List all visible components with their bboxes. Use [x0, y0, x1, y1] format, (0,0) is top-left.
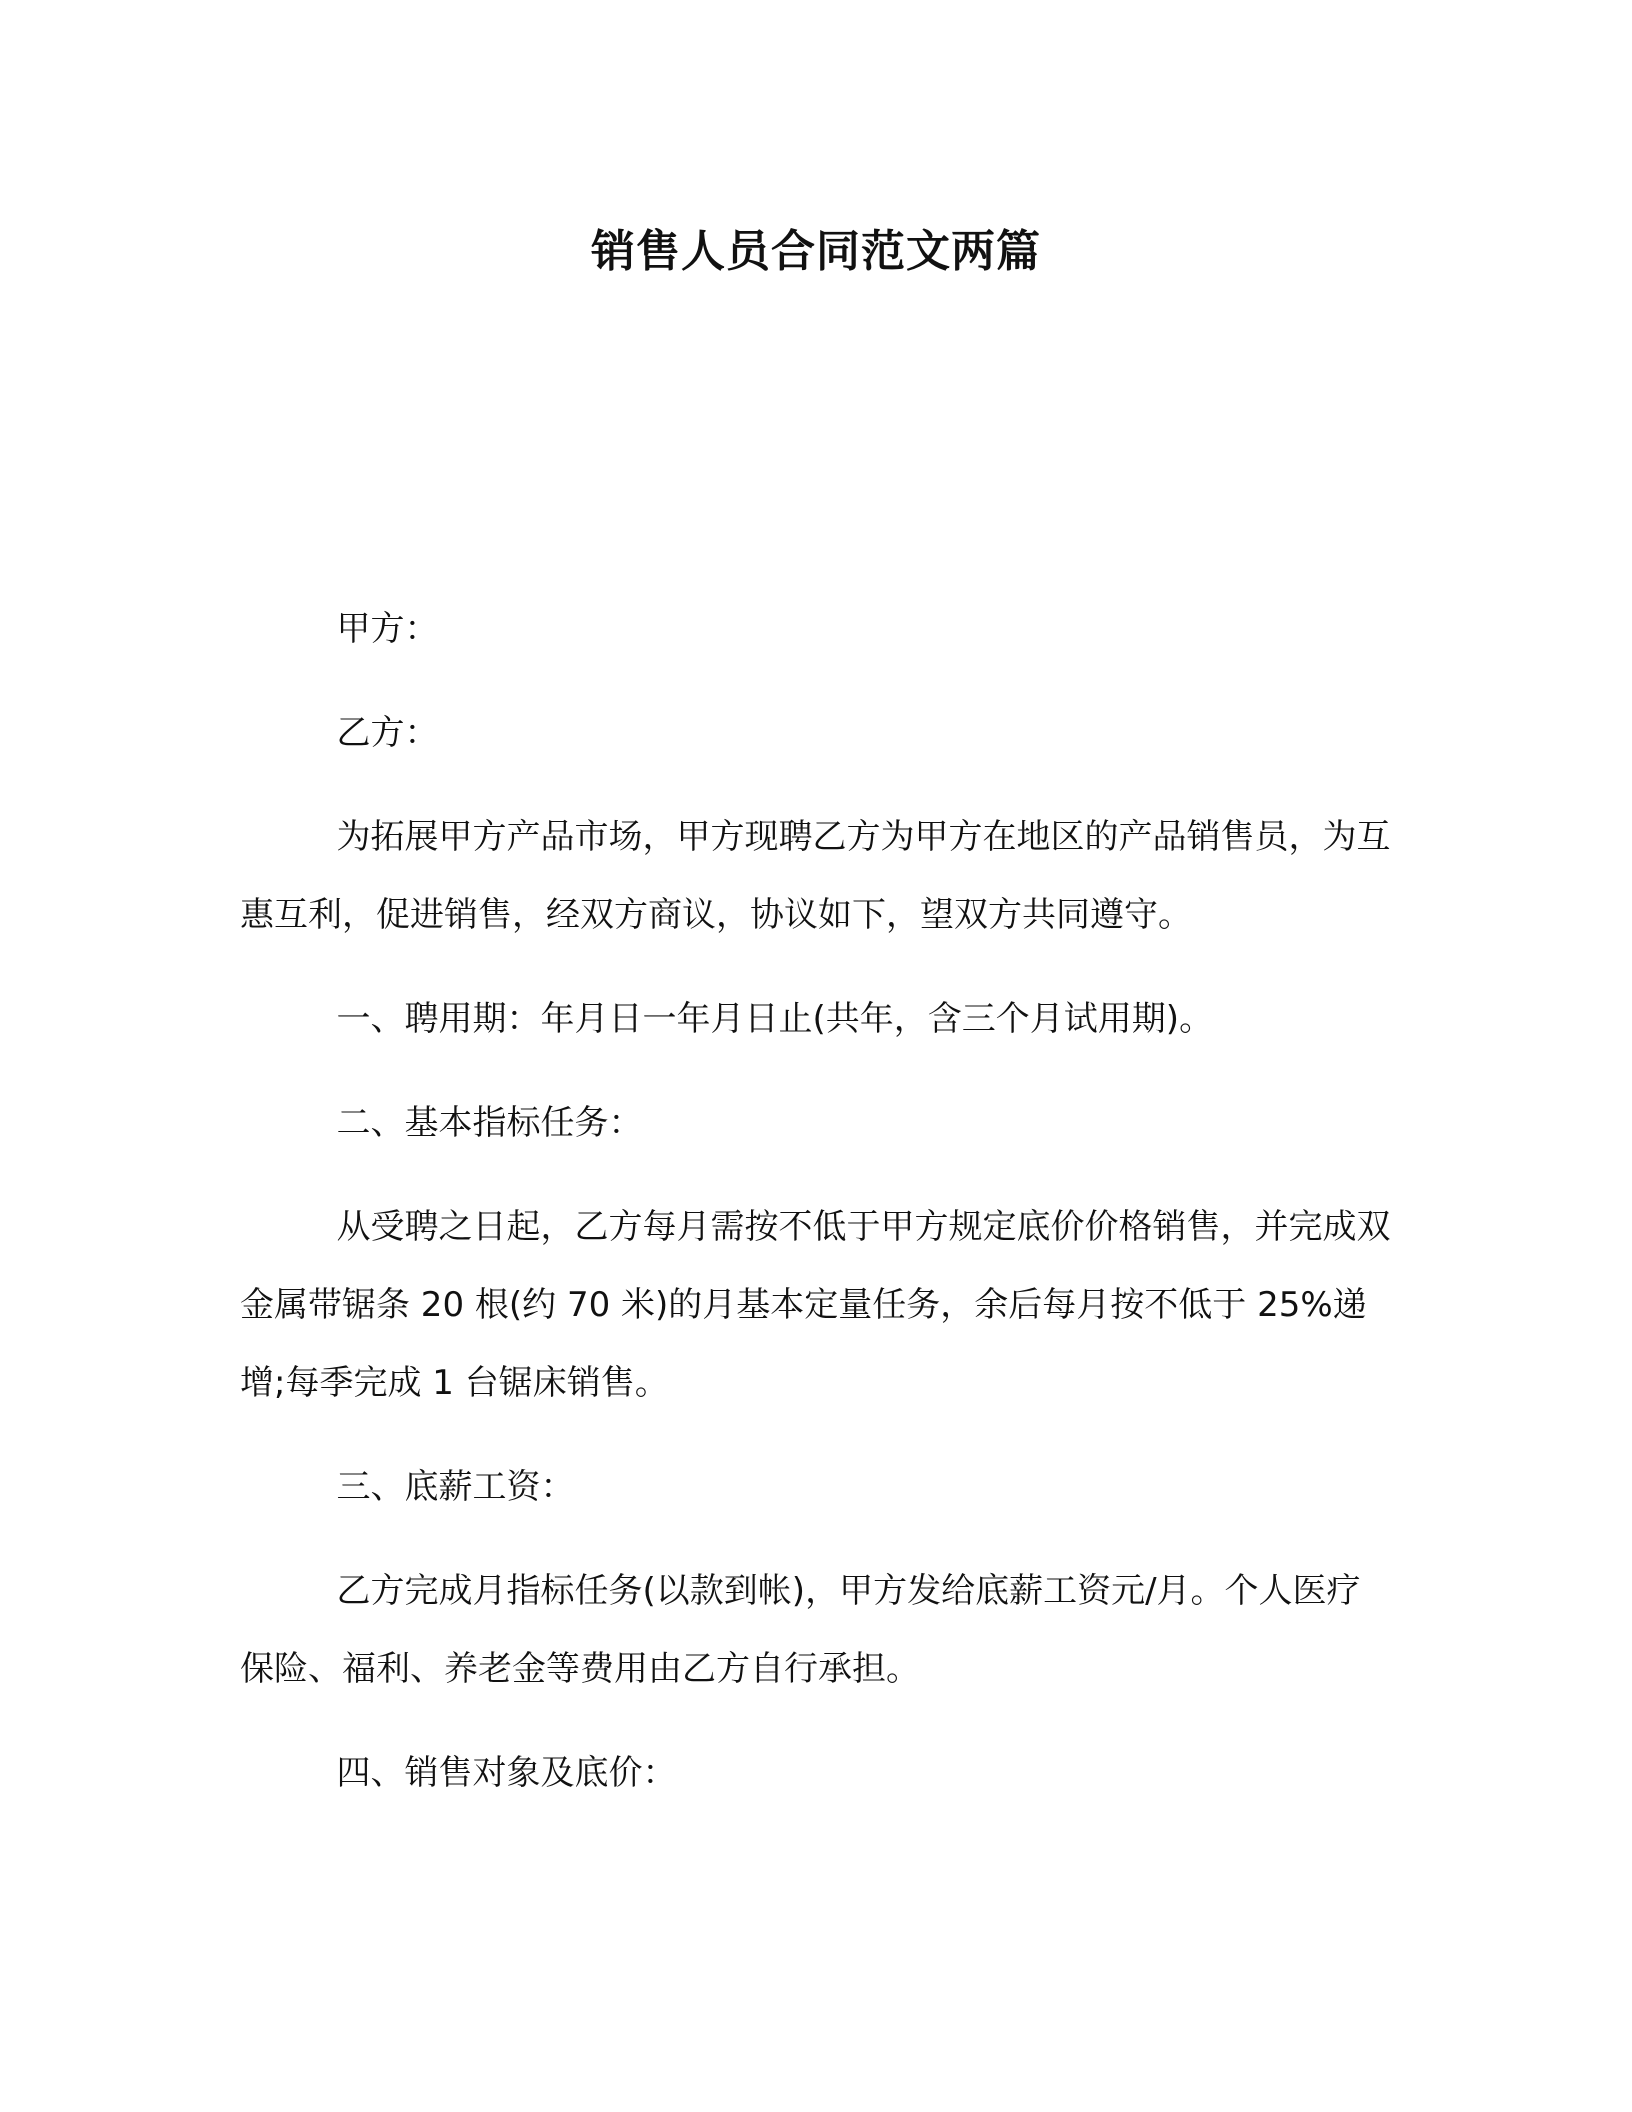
- section-3-heading: 三、底薪工资：: [336, 1467, 575, 1507]
- intro-paragraph: 为拓展甲方产品市场，甲方现聘乙方为甲方在地区的产品销售员，为互惠互利，促进销售，经双方商议，协议如下，望双方共同遵守。: [240, 817, 1391, 935]
- section-3-paragraph: 乙方完成月指标任务(以款到帐)，甲方发给底薪工资元/月。个人医疗保险、福利、养老金等费用由乙方自行承担。: [240, 1571, 1361, 1689]
- party-b-line: 乙方：: [336, 713, 439, 753]
- document-title: 销售人员合同范文两篇: [591, 226, 1041, 277]
- document-body: [240, 590, 1392, 1838]
- section-2-heading: 二、基本指标任务：: [336, 1103, 643, 1143]
- party-a-line: 甲方：: [336, 609, 439, 649]
- section-2-paragraph: 从受聘之日起，乙方每月需按不低于甲方规定底价价格销售，并完成双金属带锯条 20 根(约 70 米)的月基本定量任务，余后每月按不低于 25%递增;每季完成 1 台锯床销售。: [240, 1207, 1391, 1403]
- section-4-heading: 四、销售对象及底价：: [336, 1753, 677, 1793]
- section-1-employment-period: 一、聘用期：年月日一年月日止(共年，含三个月试用期)。: [336, 999, 1214, 1039]
